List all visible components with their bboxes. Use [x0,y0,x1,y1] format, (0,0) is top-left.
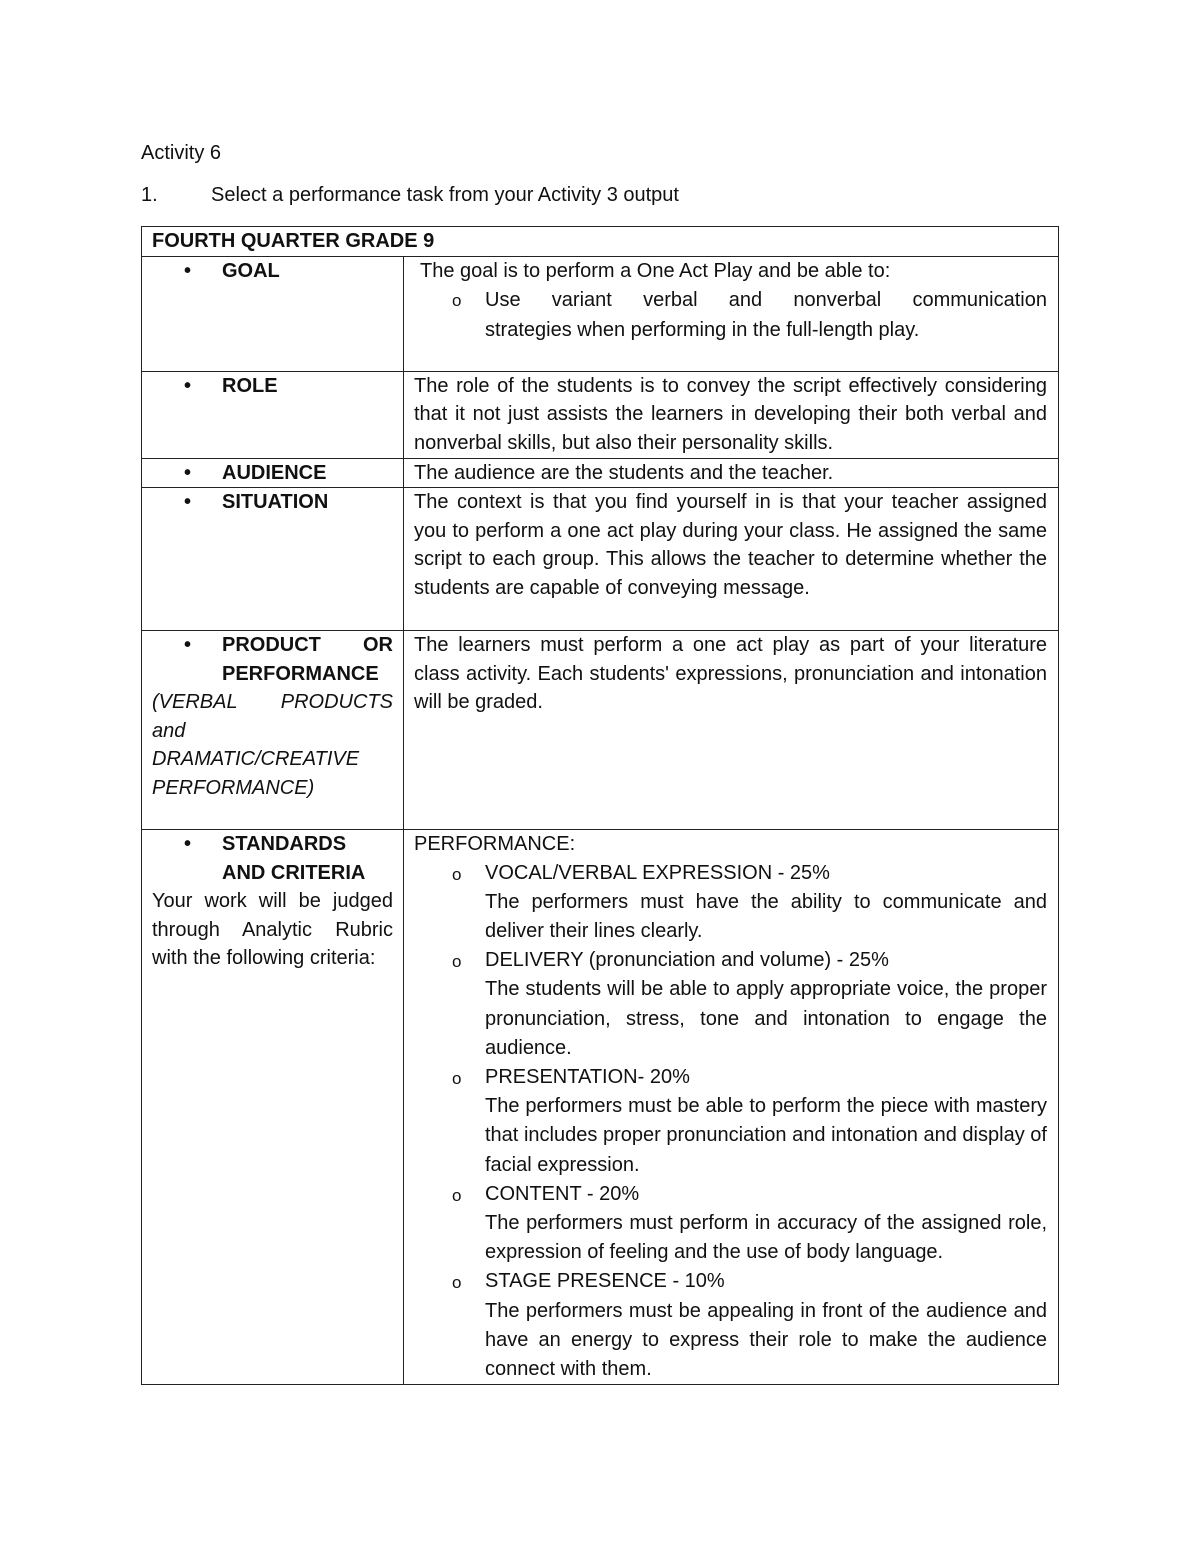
criterion-title: PRESENTATION- 20% [485,1065,690,1088]
product-row [142,631,1059,830]
criterion-description: The performers must have the ability to communicate and deliver their lines clearly. [485,890,1047,942]
standards-note: Your work will be judged through Analytic Rubric with the following criteria: [152,890,393,969]
instruction-item [141,184,679,207]
goal-row [142,256,1059,371]
audience-content: The audience are the students and the teacher. [404,458,1059,488]
role-content: The role of the students is to convey the script effectively considering that it not just assists the learners in developing their both verbal and nonverbal skills, but also their personality skills. [404,371,1059,458]
criterion-item [414,946,1047,1063]
audience-label: • AUDIENCE [152,459,393,488]
product-label-line2: PERFORMANCE [222,662,379,685]
goal-label-cell [142,256,404,371]
standards-label [152,830,393,887]
criterion-title: VOCAL/VERBAL EXPRESSION - 25% [485,861,830,884]
criterion-title: CONTENT - 20% [485,1182,640,1205]
criterion-description: The performers must perform in accuracy of the assigned role, expression of feeling and the use of body language. [485,1211,1047,1264]
criterion-title: STAGE PRESENCE - 10% [485,1270,725,1293]
table-header-row [142,227,1059,257]
standards-content-cell [404,830,1059,1385]
standards-label-cell [142,830,404,1385]
activity-heading: Activity 6 [141,142,222,164]
criterion-title: DELIVERY (pronunciation and volume) - 25% [485,949,889,972]
criterion-item [414,1267,1047,1384]
standards-row [142,830,1059,1385]
instruction-number: 1. [141,184,158,206]
goal-intro: The goal is to perform a One Act Play and be able to: [420,259,891,282]
standards-label-line1: • STANDARDS [222,833,347,855]
criterion-description: The performers must be appealing in front of the audience and have an energy to express their role to make the audience connect with them. [485,1299,1047,1380]
product-label [152,631,393,688]
product-label-cell [142,631,404,830]
goal-item-marker: o [452,291,462,310]
instruction-text: Select a performance task from your Activity 3 output [211,184,679,206]
standards-label-line2: AND CRITERIA [222,861,366,884]
situation-row [142,488,1059,631]
role-label-cell [142,371,404,458]
audience-label-cell [142,458,404,488]
criterion-description: The students will be able to apply appropriate voice, the proper pronunciation, stress, tone and intonation to engage the audience. [485,978,1047,1059]
standards-intro: PERFORMANCE: [414,833,576,855]
criterion-marker: o [452,1068,462,1088]
role-label: • ROLE [152,372,393,401]
situation-label: • SITUATION [152,488,393,517]
criterion-item [414,859,1047,947]
goal-label: • GOAL [152,257,393,286]
criterion-marker: o [452,1185,462,1205]
situation-label-cell [142,488,404,631]
criterion-item [414,1063,1047,1180]
grasps-table [141,226,1059,1385]
product-note: (VERBAL PRODUCTS and DRAMATIC/CREATIVE PERFORMANCE) [152,691,393,799]
goal-item-line1: Use variant verbal and nonverbal communication [485,289,1047,311]
criterion-marker: o [452,1273,462,1293]
product-content: The learners must perform a one act play as part of your literature class activity. Each students' expressions, pronunciation and intonation will be graded. [404,631,1059,830]
criteria-list [414,859,1047,1385]
audience-row [142,458,1059,488]
criterion-description: The performers must be able to perform the piece with mastery that includes proper pronunciation and intonation and display of facial expression. [485,1095,1047,1176]
criterion-marker: o [452,952,462,972]
situation-content: The context is that you find yourself in is that your teacher assigned you to perform a one act play during your class. He assigned the same script to each group. This allows the teacher to determine whether the students are capable of conveying message. [404,488,1059,631]
goal-item-line2: strategies when performing in the full-length play. [485,319,920,341]
product-label-line1: • PRODUCT OR [222,634,393,656]
criterion-marker: o [452,864,462,884]
goal-item [414,285,1047,345]
role-row [142,371,1059,458]
criterion-item [414,1180,1047,1268]
table-header: FOURTH QUARTER GRADE 9 [142,227,1059,257]
goal-content-cell [404,256,1059,371]
